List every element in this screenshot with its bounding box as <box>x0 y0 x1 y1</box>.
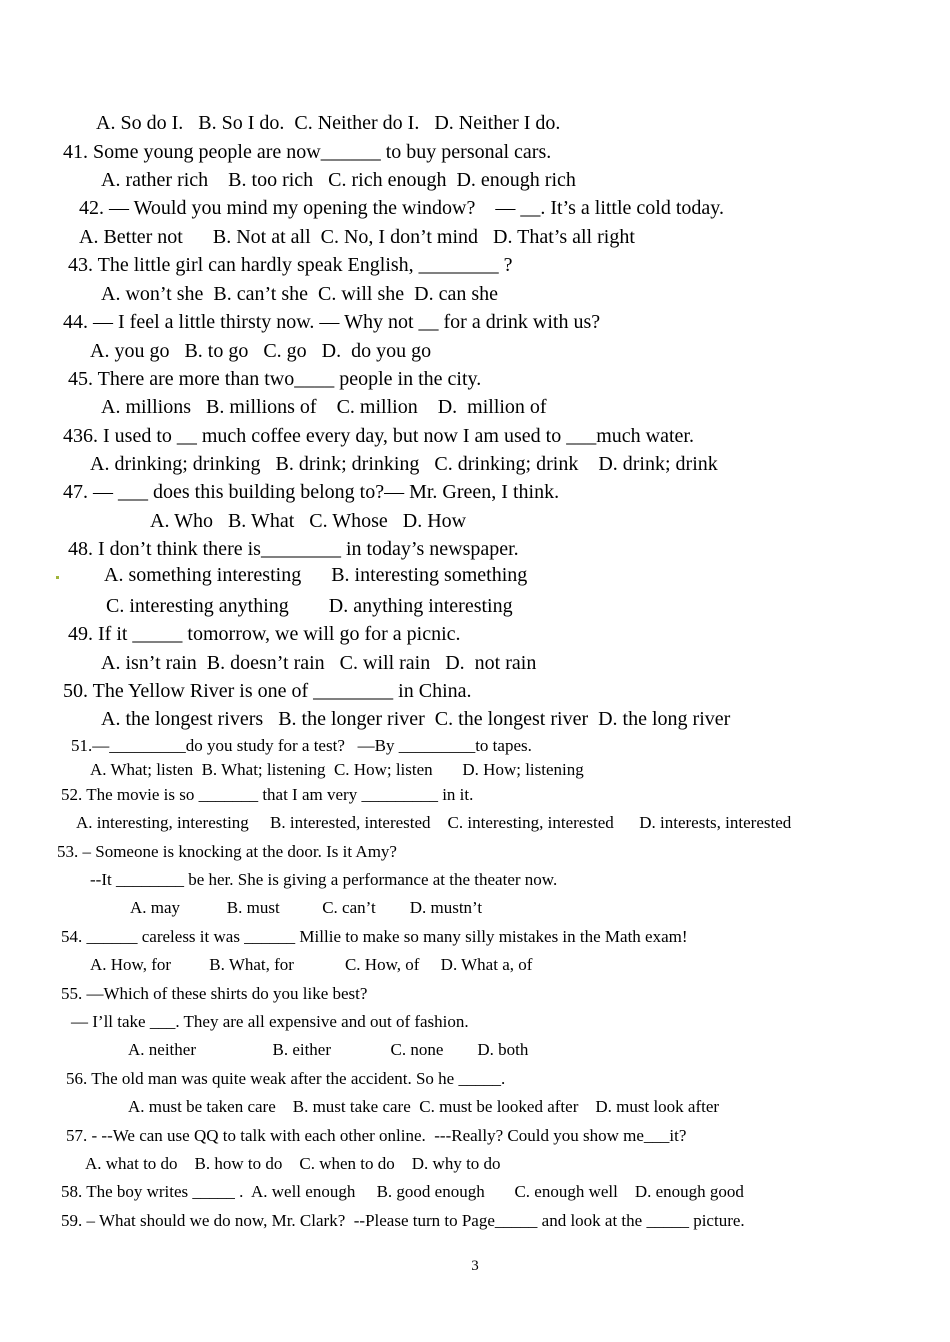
q49-stem: 49. If it _____ tomorrow, we will go for a picnic. <box>68 623 461 645</box>
q46-stem: 436. I used to __ much coffee every day, but now I am used to ___much water. <box>63 425 694 447</box>
q55-reply: — I’ll take ___. They are all expensive and out of fashion. <box>71 1012 469 1031</box>
q56-options: A. must be taken care B. must take care C. must be looked after D. must look after <box>128 1097 720 1116</box>
q42-options: A. Better not B. Not at all C. No, I don’t mind D. That’s all right <box>79 226 635 248</box>
q41-stem: 41. Some young people are now______ to buy personal cars. <box>63 141 552 163</box>
q48-stem: 48. I don’t think there is________ in today’s newspaper. <box>68 538 519 560</box>
q52-options: A. interesting, interesting B. interested, interested C. interesting, interested D. interests, interested <box>76 813 792 832</box>
q51-options: A. What; listen B. What; listening C. How; listen D. How; listening <box>90 760 584 779</box>
q46-options: A. drinking; drinking B. drink; drinking C. drinking; drink D. drink; drink <box>90 453 718 475</box>
q55-stem: 55. —Which of these shirts do you like best? <box>61 984 368 1003</box>
q56-stem: 56. The old man was quite weak after the accident. So he _____. <box>66 1069 506 1088</box>
q49-options: A. isn’t rain B. doesn’t rain C. will rain D. not rain <box>101 652 537 674</box>
q45-stem: 45. There are more than two____ people in the city. <box>68 368 482 390</box>
q45-options: A. millions B. millions of C. million D. million of <box>101 396 547 418</box>
q50-stem: 50. The Yellow River is one of ________ in China. <box>63 680 472 702</box>
q54-options: A. How, for B. What, for C. How, of D. What a, of <box>90 955 533 974</box>
q52-stem: 52. The movie is so _______ that I am very _________ in it. <box>61 785 474 804</box>
q58-stem: 58. The boy writes _____ . A. well enough B. good enough C. enough well D. enough good <box>61 1182 744 1201</box>
q44-options: A. you go B. to go C. go D. do you go <box>90 340 432 362</box>
q47-options: A. Who B. What C. Whose D. How <box>150 510 467 532</box>
q48-options-row2: C. interesting anything D. anything interesting <box>106 595 513 617</box>
q43-options: A. won’t she B. can’t she C. will she D. can she <box>101 283 498 305</box>
q50-options: A. the longest rivers B. the longer river C. the longest river D. the long river <box>101 708 731 730</box>
q57-options: A. what to do B. how to do C. when to do D. why to do <box>85 1154 501 1173</box>
q48-options-row1: A. something interesting B. interesting something <box>104 564 528 586</box>
margin-dot <box>56 576 59 579</box>
q54-stem: 54. ______ careless it was ______ Millie to make so many silly mistakes in the Math exam! <box>61 927 688 946</box>
q55-options: A. neither B. either C. none D. both <box>128 1040 529 1059</box>
q43-stem: 43. The little girl can hardly speak English, ________ ? <box>68 254 513 276</box>
q53-reply: --It ________ be her. She is giving a performance at the theater now. <box>90 870 558 889</box>
q53-options: A. may B. must C. can’t D. mustn’t <box>130 898 483 917</box>
q40-options: A. So do I. B. So I do. C. Neither do I. D. Neither I do. <box>96 112 561 134</box>
q47-stem: 47. — ___ does this building belong to?— Mr. Green, I think. <box>63 481 560 503</box>
q51-stem: 51.—_________do you study for a test? —By _________to tapes. <box>71 736 532 755</box>
page-number: 3 <box>471 1258 479 1274</box>
q53-stem: 53. – Someone is knocking at the door. Is it Amy? <box>57 842 397 861</box>
q41-options: A. rather rich B. too rich C. rich enough D. enough rich <box>101 169 576 191</box>
q59-stem: 59. – What should we do now, Mr. Clark? --Please turn to Page_____ and look at the _____ picture. <box>61 1211 745 1230</box>
q44-stem: 44. — I feel a little thirsty now. — Why not __ for a drink with us? <box>63 311 601 333</box>
q42-stem: 42. — Would you mind my opening the window? — __. It’s a little cold today. <box>79 197 724 219</box>
q57-stem: 57. - --We can use QQ to talk with each other online. ---Really? Could you show me___it? <box>66 1126 687 1145</box>
